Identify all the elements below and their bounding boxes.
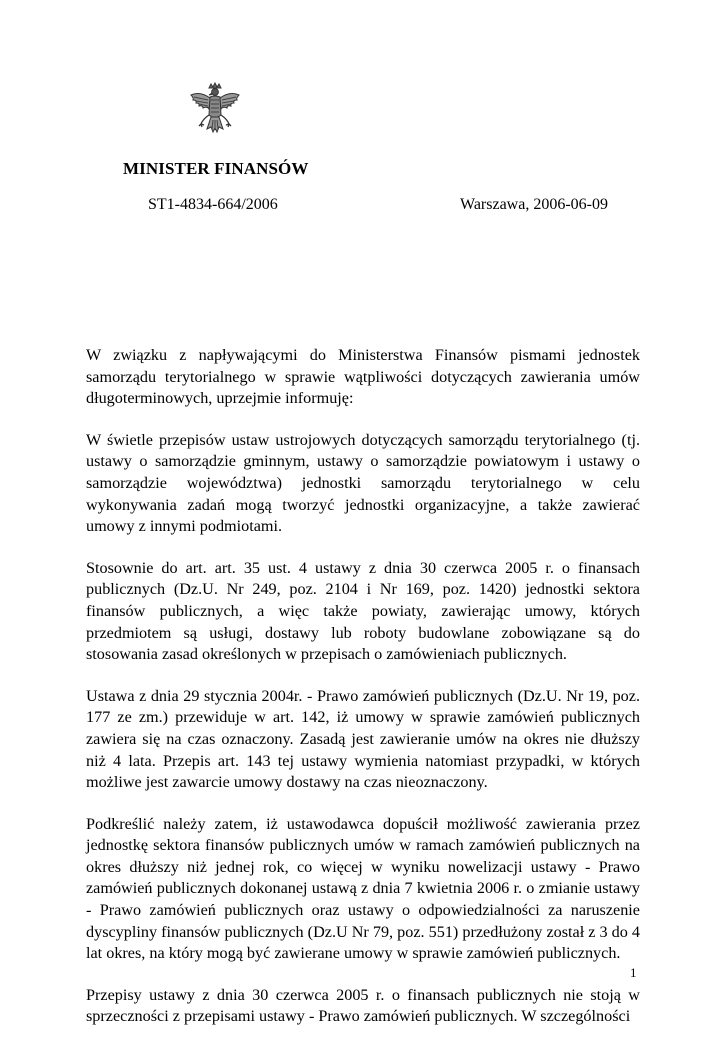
issuer-title: MINISTER FINANSÓW <box>123 159 309 178</box>
reference-number: ST1-4834-664/2006 <box>148 196 278 213</box>
paragraph-public-procurement-law: Ustawa z dnia 29 stycznia 2004r. - Prawo zamówień publicznych (Dz.U. Nr 19, poz. 177 ze zm.) przewiduje w art. 142, iż umowy w sprawie zamówień publicznych zawiera się na czas oznaczony. Zasadą jest zawieranie umów na okres nie dłuższy niż 4 lata. Przepis art. 143 tej ustawy wymienia natomiast przypadki, w których możliwe jest zawarcie umowy dostawy na czas nieoznaczony. <box>86 686 640 792</box>
place-and-date: Warszawa, 2006-06-09 <box>460 196 608 213</box>
page-number: 1 <box>630 965 637 980</box>
paragraph-amendment: Podkreślić należy zatem, iż ustawodawca dopuścił możliwość zawierania przez jednostkę sektora finansów publicznych umów w ramach zamówień publicznych na okres dłuższy niż jednej rok, co więcej w wyniku nowelizacji ustawy - Prawo zamówień publicznych dokonanej ustawą z dnia 7 kwietnia 2006 r. o zmianie ustawy - Prawo zamówień publicznych oraz ustawy o odpowiedzialności za naruszenie dyscypliny finansów publicznych (Dz.U Nr 79, poz. 551) przedłużony został z 3 do 4 lat okres, na który mogą być zawierane umowy w sprawie zamówień publicznych. <box>86 814 640 963</box>
polish-eagle-emblem-icon <box>188 82 242 142</box>
letter-body <box>86 345 640 1048</box>
paragraph-public-finance-act: Stosownie do art. art. 35 ust. 4 ustawy z dnia 30 czerwca 2005 r. o finansach publicznych (Dz.U. Nr 249, poz. 2104 i Nr 169, poz. 1420) jednostki sektora finansów publicznych, a więc także powiaty, zawierając umowy, których przedmiotem są usługi, dostawy lub roboty budowlane zobowiązane są do stosowania zasad określonych w przepisach o zamówieniach publicznych. <box>86 558 640 664</box>
paragraph-intro: W związku z napływającymi do Ministerstwa Finansów pismami jednostek samorządu terytorialnego w sprawie wątpliwości dotyczących zawierania umów długoterminowych, uprzejmie informuję: <box>86 346 640 408</box>
paragraph-conclusion: Przepisy ustawy z dnia 30 czerwca 2005 r. o finansach publicznych nie stoją w sprzeczności z przepisami ustawy - Prawo zamówień publicznych. W szczególności <box>86 985 640 1026</box>
paragraph-local-government-units: W świetle przepisów ustaw ustrojowych dotyczących samorządu terytorialnego (tj. ustawy o samorządzie gminnym, ustawy o samorządzie powiatowym i ustawy o samorządzie województwa) jednostki samorządu terytorialnego w celu wykonywania zadań mogą tworzyć jednostki organizacyjne, a także zawierać umowy z innymi podmiotami. <box>86 430 640 536</box>
